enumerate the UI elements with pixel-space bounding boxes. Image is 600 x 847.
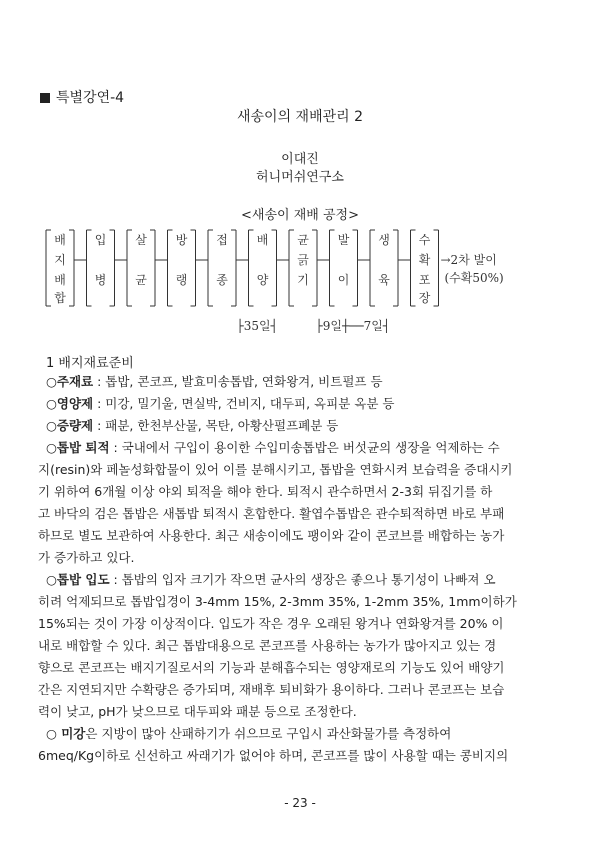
section-label: 특별강연-4 xyxy=(40,87,124,107)
after-note-regrowth: →2차 발이 xyxy=(440,253,497,267)
step-char: 확 xyxy=(418,253,431,267)
step-char: 병 xyxy=(94,273,107,287)
step-char: 배 xyxy=(256,233,269,247)
affiliation: 허니머쉬연구소 xyxy=(256,170,344,185)
step-char: 균 xyxy=(297,233,309,247)
author: 이대진 xyxy=(281,152,319,167)
section-heading: 1 배지재료준비 xyxy=(46,356,134,371)
step-char: 장 xyxy=(418,291,431,305)
process-heading: <새송이 재배 공정> xyxy=(241,208,359,223)
step-char: 합 xyxy=(54,291,66,305)
list-item: ○주재료 : 톱밥, 콘코프, 발효미송톱밥, 연화왕겨, 비트펄프 등 xyxy=(45,374,383,389)
step-char: 포 xyxy=(418,273,431,287)
step-char: 방 xyxy=(175,233,188,247)
step-char: 접 xyxy=(216,233,228,247)
paragraph-rice-bran: ○ 미강은 지방이 많아 산패하기가 쉬으므로 구입시 과산화물가를 측정하여 6meq/Kg이하로 신선하고 싸래기가 없어야 하며, 콘코프를 많이 사용할 때는 콩비지의 xyxy=(38,726,509,763)
step-char: 입 xyxy=(94,233,107,247)
page-number: - 23 - xyxy=(284,796,316,810)
circle-bullet-icon: ○ xyxy=(45,440,57,455)
step-char: 발 xyxy=(337,233,350,247)
step-char: 배 xyxy=(54,233,66,247)
process-flow-diagram xyxy=(38,224,578,336)
circle-bullet-icon: ○ xyxy=(45,572,57,587)
material-list xyxy=(38,371,558,437)
step-char: 긁 xyxy=(297,253,309,267)
step-char: 기 xyxy=(297,273,309,287)
paragraph-sawdust-particle: ○톱밥 입도 : 톱밥의 입자 크기가 작으면 균사의 생장은 좋으나 통기성이 나빠져 오 히려 억제되므로 톱밥입경이 3-4mm 15%, 2-3mm 35%, 1-2mm 35%, 1mm이하가 15%되는 것이 가장 이상적이다. 입도가 작은 경우 오래된 왕겨나 연화왕겨를 20% 이 내로 배합할 수 있다. 최근 톱밥대용으로 콘코프를 사용하는 농가가 많아지고 있는 경 향으로 콘코프는 배지기질로서의 기능과 분해흡수되는 영양재로의 기능도 있어 배양기 간은 지연되지만 수확량은 증가되며, 재배후 퇴비화가 용이하다. 그러나 콘코프는 보습 력이 낮고, pH가 낮으므로 대두피와 패분 등으로 조정한다. xyxy=(38,572,517,719)
step-char: 종 xyxy=(216,273,228,287)
step-char: 양 xyxy=(256,273,269,287)
step-char: 균 xyxy=(135,273,147,287)
after-note-yield: (수확50%) xyxy=(444,271,504,285)
list-item: ○증량제 : 패분, 한천부산물, 목탄, 아황산펄프폐분 등 xyxy=(45,418,339,433)
document-title: 새송이의 재배관리 2 xyxy=(237,109,363,125)
circle-bullet-icon: ○ xyxy=(45,396,57,411)
step-char: 생 xyxy=(378,233,390,247)
step-char: 배 xyxy=(54,273,66,287)
black-square-icon xyxy=(40,93,50,103)
step-char: 살 xyxy=(135,233,147,247)
paragraph-sawdust-pile: ○톱밥 퇴적 : 국내에서 구입이 용이한 수입미송톱밥은 버섯균의 생장을 억제하는 수 지(resin)와 페놀성화합물이 있어 이를 분해시키고, 톱밥을 연화시켜 보습력을 증대시키 기 위하여 6개월 이상 야외 퇴적을 해야 한다. 퇴적시 관수하면서 2-3회 뒤집기를 하 고 바닥의 검은 톱밥은 새톱밥 퇴적시 혼합한다. 활엽수톱밥은 관수퇴적하면 바로 부패 하므로 별도 보관하여 사용한다. 최근 새송이에도 팽이와 같이 콘코브를 배합하는 농가 가 증가하고 있다. xyxy=(38,440,513,565)
circle-bullet-icon: ○ xyxy=(45,374,57,389)
duration-incubation: ├35일┤ xyxy=(236,319,278,333)
circle-bullet-icon: ○ xyxy=(45,726,57,741)
list-item: ○영양제 : 미강, 밀기울, 면실박, 건비지, 대두피, 옥피분 옥분 등 xyxy=(45,396,395,411)
step-char: 이 xyxy=(337,273,350,287)
duration-fruiting: ├9일┼──7일┤ xyxy=(315,319,391,333)
step-char: 지 xyxy=(54,253,66,267)
step-char: 수 xyxy=(418,233,431,247)
step-char: 랭 xyxy=(175,273,188,287)
step-char: 육 xyxy=(378,273,390,287)
circle-bullet-icon: ○ xyxy=(45,418,57,433)
